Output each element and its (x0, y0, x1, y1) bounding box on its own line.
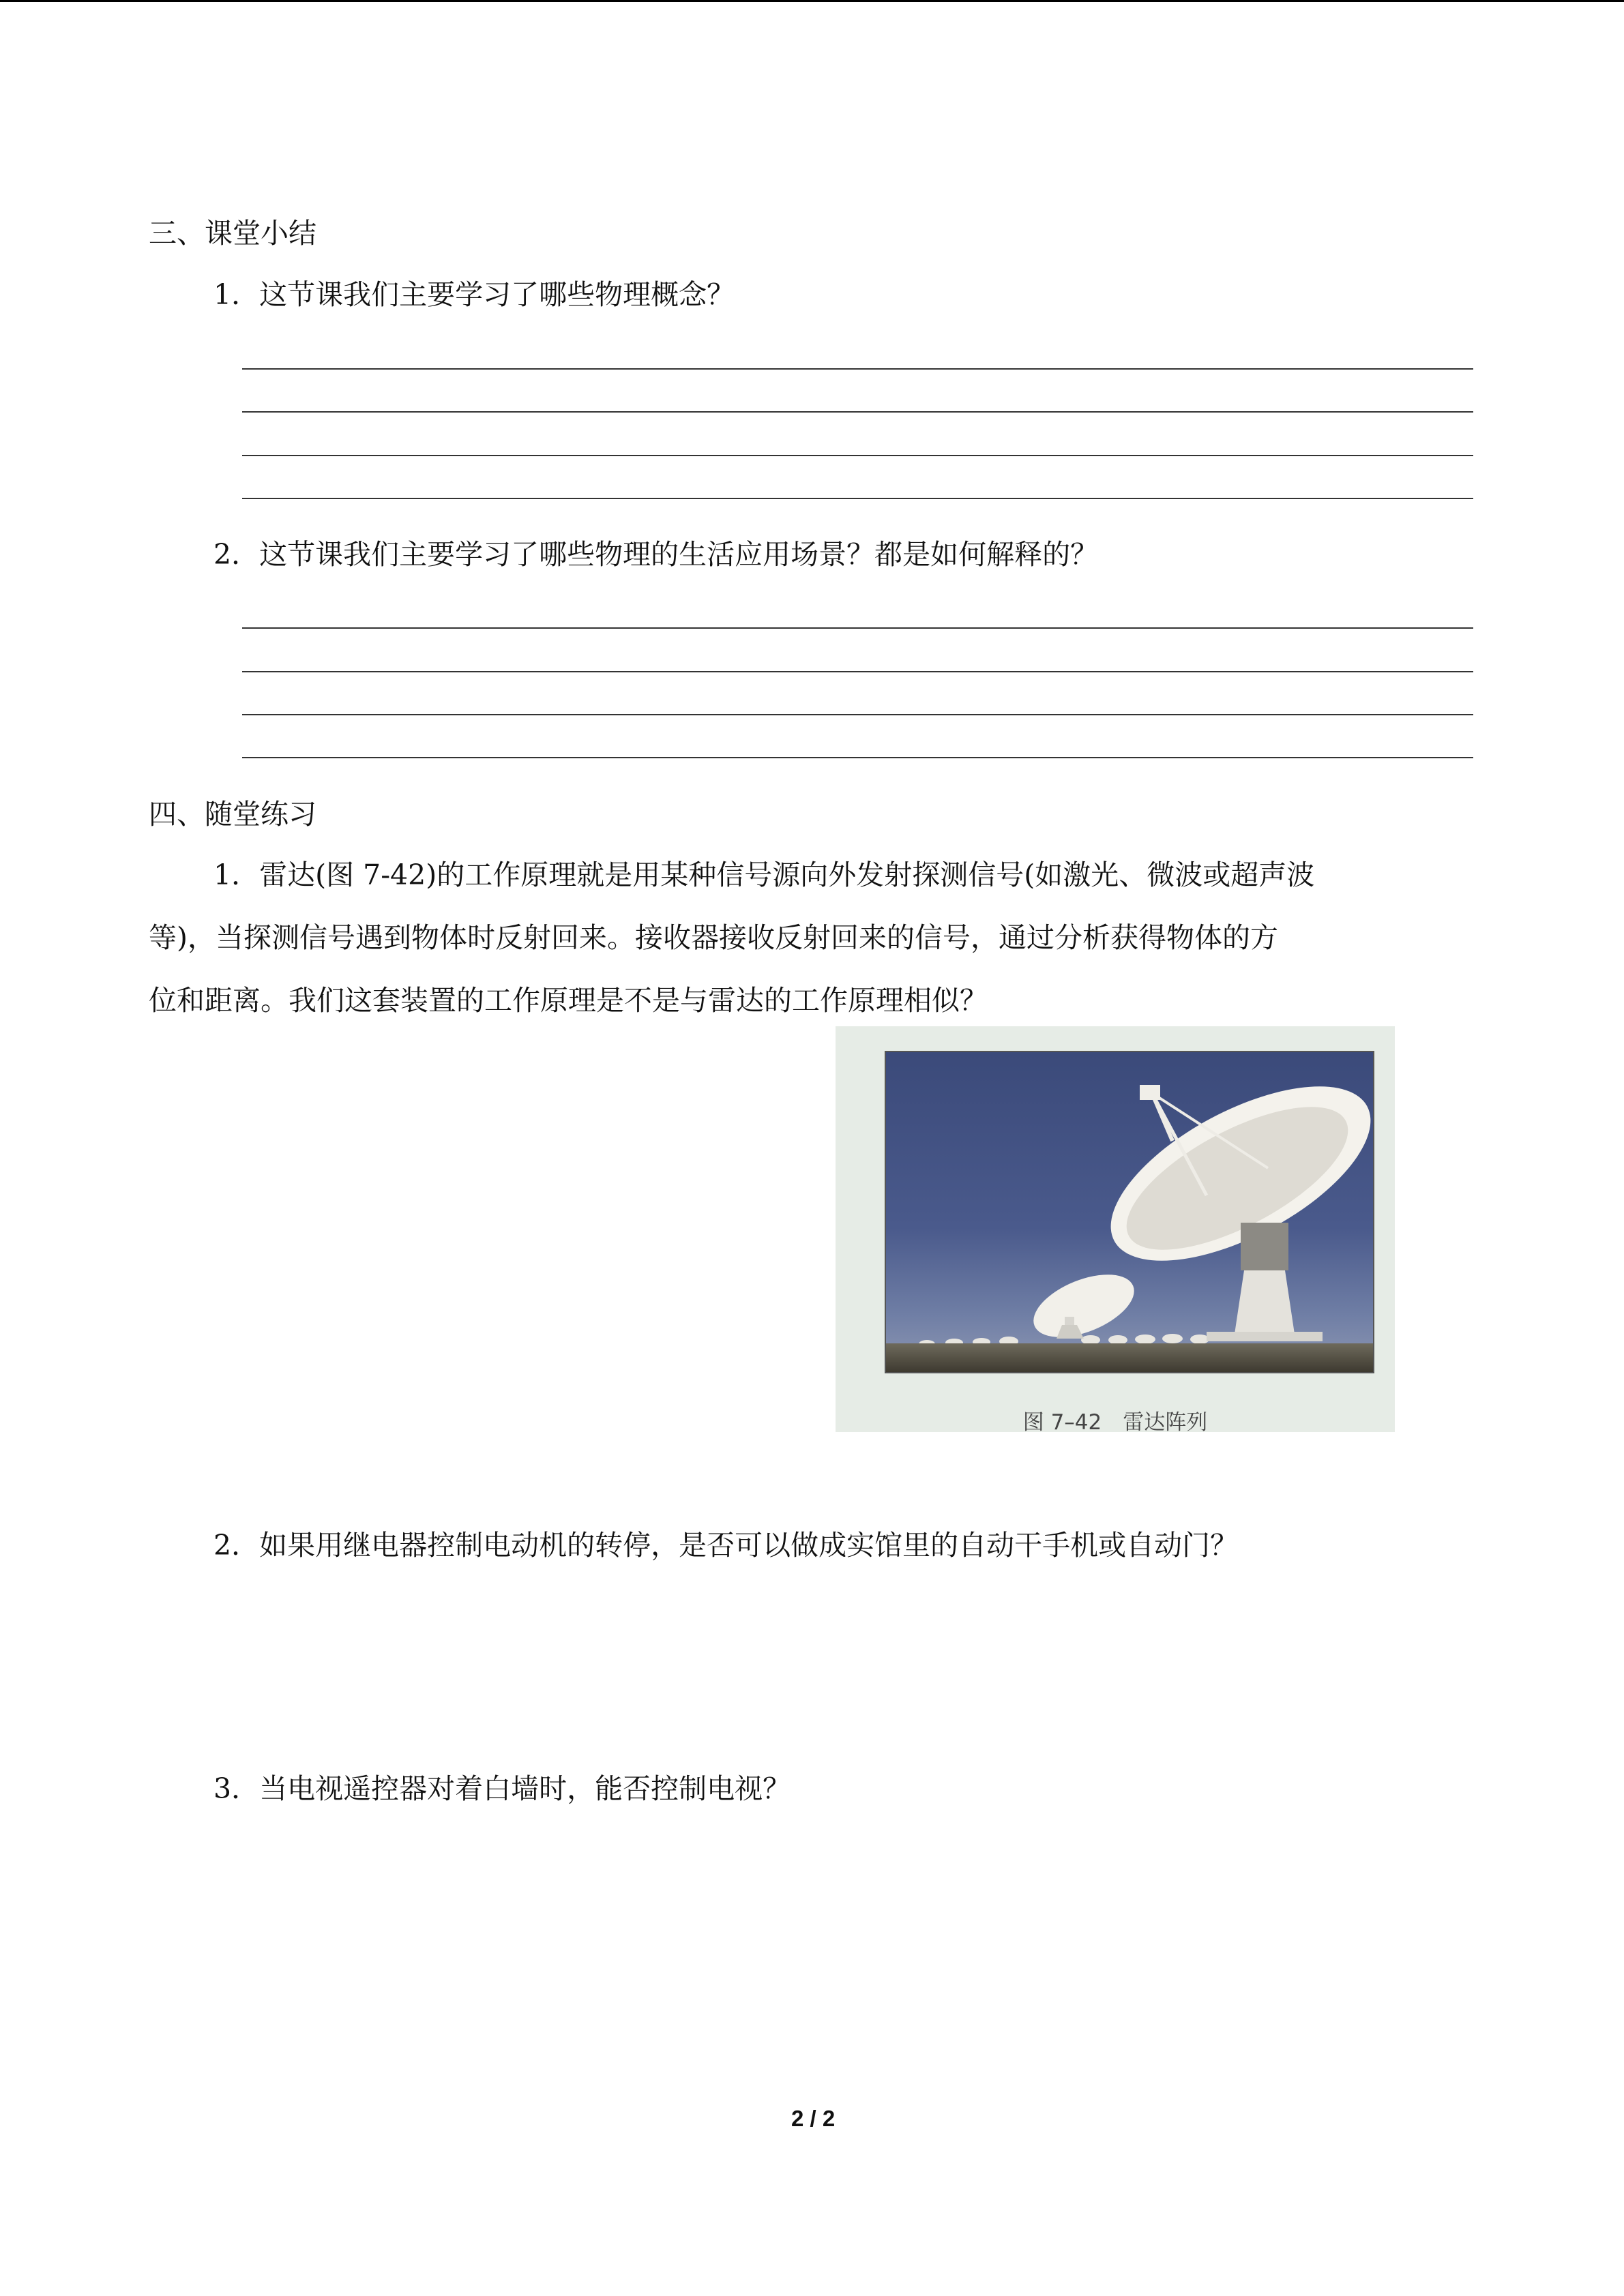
section-4-question-1-line-3: 位和距离。我们这套装置的工作原理是不是与雷达的工作原理相似？ (149, 984, 988, 1017)
section-4-question-3: 3．当电视遥控器对着白墙时，能否控制电视？ (213, 1772, 791, 1805)
answer-line[interactable] (242, 455, 1473, 456)
figure-caption: 图 7–42 雷达阵列 (1022, 1410, 1208, 1435)
radar-dish-illustration (886, 1052, 1373, 1372)
page-top-border (0, 0, 1624, 2)
answer-line[interactable] (242, 498, 1473, 499)
section-4-question-1-line-1: 1．雷达(图 7-42)的工作原理就是用某种信号源向外发射探测信号(如激光、微波或超声波 (213, 859, 1315, 891)
ground-strip (886, 1343, 1373, 1372)
section-3-question-2: 2．这节课我们主要学习了哪些物理的生活应用场景？都是如何解释的？ (213, 538, 1099, 571)
section-4-question-1-line-2: 等)，当探测信号遇到物体时反射回来。接收器接收反射回来的信号，通过分析获得物体的方 (149, 921, 1278, 954)
radar-array-figure (836, 1026, 1395, 1435)
answer-line[interactable] (242, 757, 1473, 758)
answer-line[interactable] (242, 627, 1473, 629)
answer-line[interactable] (242, 368, 1473, 370)
section-3-question-1: 1．这节课我们主要学习了哪些物理概念？ (213, 278, 735, 311)
answer-line[interactable] (242, 411, 1473, 413)
radar-dish-photo (885, 1051, 1374, 1373)
answer-line[interactable] (242, 714, 1473, 715)
section-3-heading: 三、课堂小结 (149, 217, 316, 250)
section-4-question-2: 2．如果用继电器控制电动机的转停，是否可以做成实馆里的自动干手机或自动门？ (213, 1529, 1239, 1562)
answer-line[interactable] (242, 671, 1473, 672)
page-number: 2 / 2 (791, 2106, 836, 2131)
section-4-heading: 四、随堂练习 (149, 798, 316, 831)
